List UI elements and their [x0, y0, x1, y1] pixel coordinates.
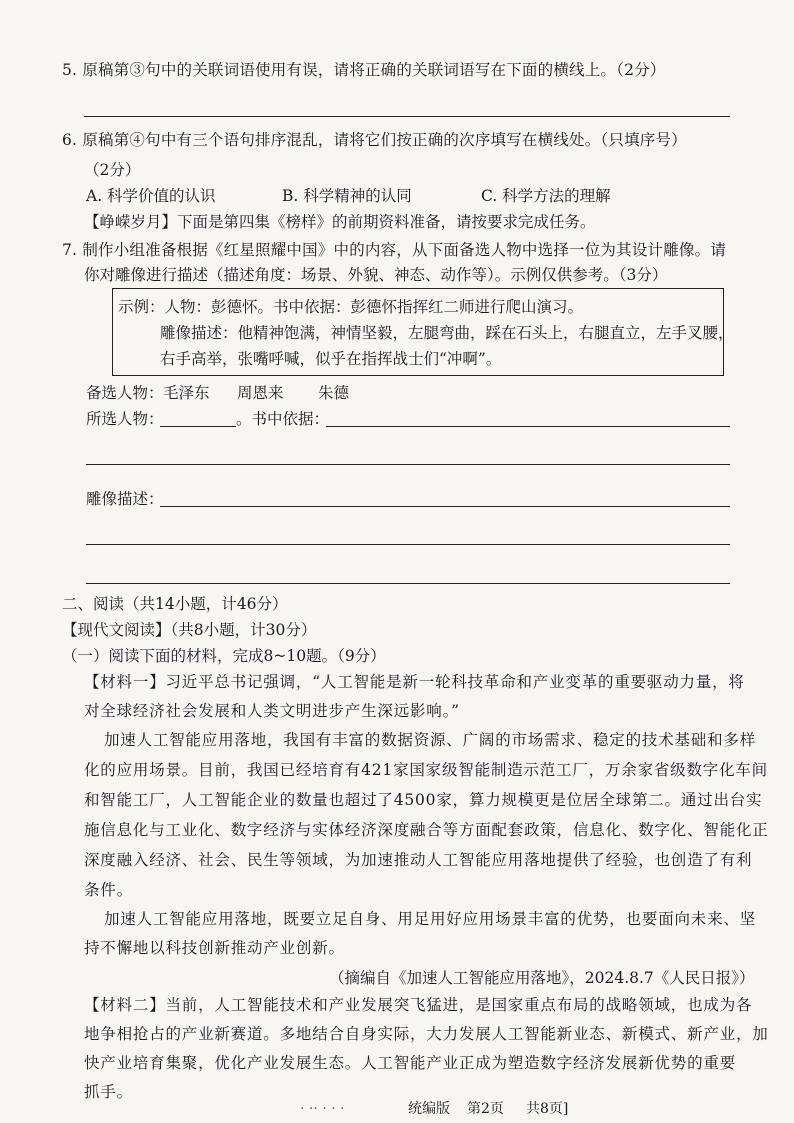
footer-page: 第2页: [467, 1101, 504, 1117]
footer-total: 共8页]: [526, 1101, 569, 1117]
question-6-text: 6. 原稿第④句中有三个语句排序混乱，请将它们按正确的次序填写在横线处。（只填序号）: [62, 131, 687, 149]
example-line1: 示例：人物：彭德怀。书中依据：彭德怀指挥红二师进行爬山演习。: [118, 298, 584, 316]
material1-p3-line2: 持不懈地以科技创新推动产业创新。: [84, 939, 345, 957]
material1-p2-line5: 深度融入经济、社会、民生等领域，为加速推动人工智能应用落地提供了经验，也创造了有利: [84, 851, 753, 869]
candidate-zhou: 周恩来: [237, 384, 284, 402]
material1-p2-line3: 和智能工厂，人工智能企业的数量也超过了4500家，算力规模更是位居全球第二。通过出台实: [84, 791, 763, 809]
question-6-score: （2分）: [84, 161, 141, 179]
material1-p2-line4: 施信息化与工业化、数字经济与实体经济深度融合等方面配套政策，信息化、数字化、智能化正: [84, 821, 769, 839]
candidate-mao: 毛泽东: [163, 384, 210, 402]
material2-line1: 【材料二】当前，人工智能技术和产业发展突飞猛进，是国家重点布局的战略领域，也成为各: [84, 996, 753, 1014]
option-c: C. 科学方法的理解: [481, 187, 611, 205]
description-label: 雕像描述：: [86, 490, 164, 508]
reading1-heading: （一）阅读下面的材料，完成8~10题。（9分）: [62, 647, 386, 665]
selected-label: 所选人物：: [86, 410, 164, 428]
material1-source: （摘编自《加速人工智能应用落地》，2024.8.7《人民日报》）: [329, 969, 755, 987]
material1-p1-line2: 对全球经济社会发展和人类文明进步产生深远影响。”: [84, 702, 460, 720]
selected-person-field[interactable]: [160, 426, 236, 427]
material2-line3: 快产业培育集聚，优化产业发展生态。人工智能产业正成为塑造数字经济发展新优势的重要: [84, 1054, 737, 1072]
description-field-line3[interactable]: [86, 583, 730, 584]
basis-field-continued[interactable]: [86, 464, 730, 465]
candidates-label: 备选人物：: [86, 384, 164, 402]
option-a: A. 科学价值的认识: [86, 187, 216, 205]
material1-p2-line2: 化的应用场景。目前，我国已经培育有421家国家级智能制造示范工厂，万余家省级数字化车间: [84, 761, 768, 779]
modern-reading-heading: 【现代文阅读】（共8小题，计30分）: [62, 621, 317, 639]
description-field[interactable]: [160, 506, 730, 507]
material2-line2: 地争相抢占的产业新赛道。多地结合自身实际，大力发展人工智能新业态、新模式、新产业，加: [84, 1025, 769, 1043]
part2-heading: 二、阅读（共14小题，计46分）: [62, 595, 288, 613]
option-b: B. 科学精神的认同: [282, 187, 412, 205]
basis-field[interactable]: [326, 426, 730, 427]
question-7-text-line1: 7. 制作小组准备根据《红星照耀中国》中的内容，从下面备选人物中选择一位为其设计雕像。请: [62, 241, 727, 259]
material2-line4: 抓手。: [84, 1083, 133, 1101]
candidate-zhu: 朱德: [318, 384, 350, 402]
footer-edition: 统编版: [408, 1101, 450, 1117]
example-line2: 雕像描述：他精神饱满，神情坚毅，左腿弯曲，踩在石头上，右腿直立，左手叉腰，: [160, 324, 734, 342]
basis-label: 。书中依据：: [236, 410, 330, 428]
question-5-text: 5. 原稿第③句中的关联词语使用有误，请将正确的关联词语写在下面的横线上。（2分）: [62, 61, 666, 79]
answer-line-q5[interactable]: [84, 116, 730, 117]
footer-smudge: · ·· · · ·: [300, 1101, 345, 1117]
section-zhengrong: 【峥嵘岁月】下面是第四集《榜样》的前期资料准备，请按要求完成任务。: [84, 213, 596, 231]
material1-p3-line1: 加速人工智能应用落地，既要立足自身、用足用好应用场景丰富的优势，也要面向未来、坚: [104, 910, 757, 928]
description-field-line2[interactable]: [86, 544, 730, 545]
question-7-text-line2: 你对雕像进行描述（描述角度：场景、外貌、神态、动作等）。示例仅供参考。（3分）: [84, 266, 668, 284]
example-line3: 右手高举，张嘴呼喊，似乎在指挥战士们“冲啊”。: [160, 350, 502, 368]
material1-p2-line1: 加速人工智能应用落地，我国有丰富的数据资源、广阔的市场需求、稳定的技术基础和多样: [104, 731, 757, 749]
material1-p2-line6: 条件。: [84, 881, 133, 899]
material1-p1-line1: 【材料一】习近平总书记强调，“人工智能是新一轮科技革命和产业变革的重要驱动力量，将: [84, 673, 745, 691]
